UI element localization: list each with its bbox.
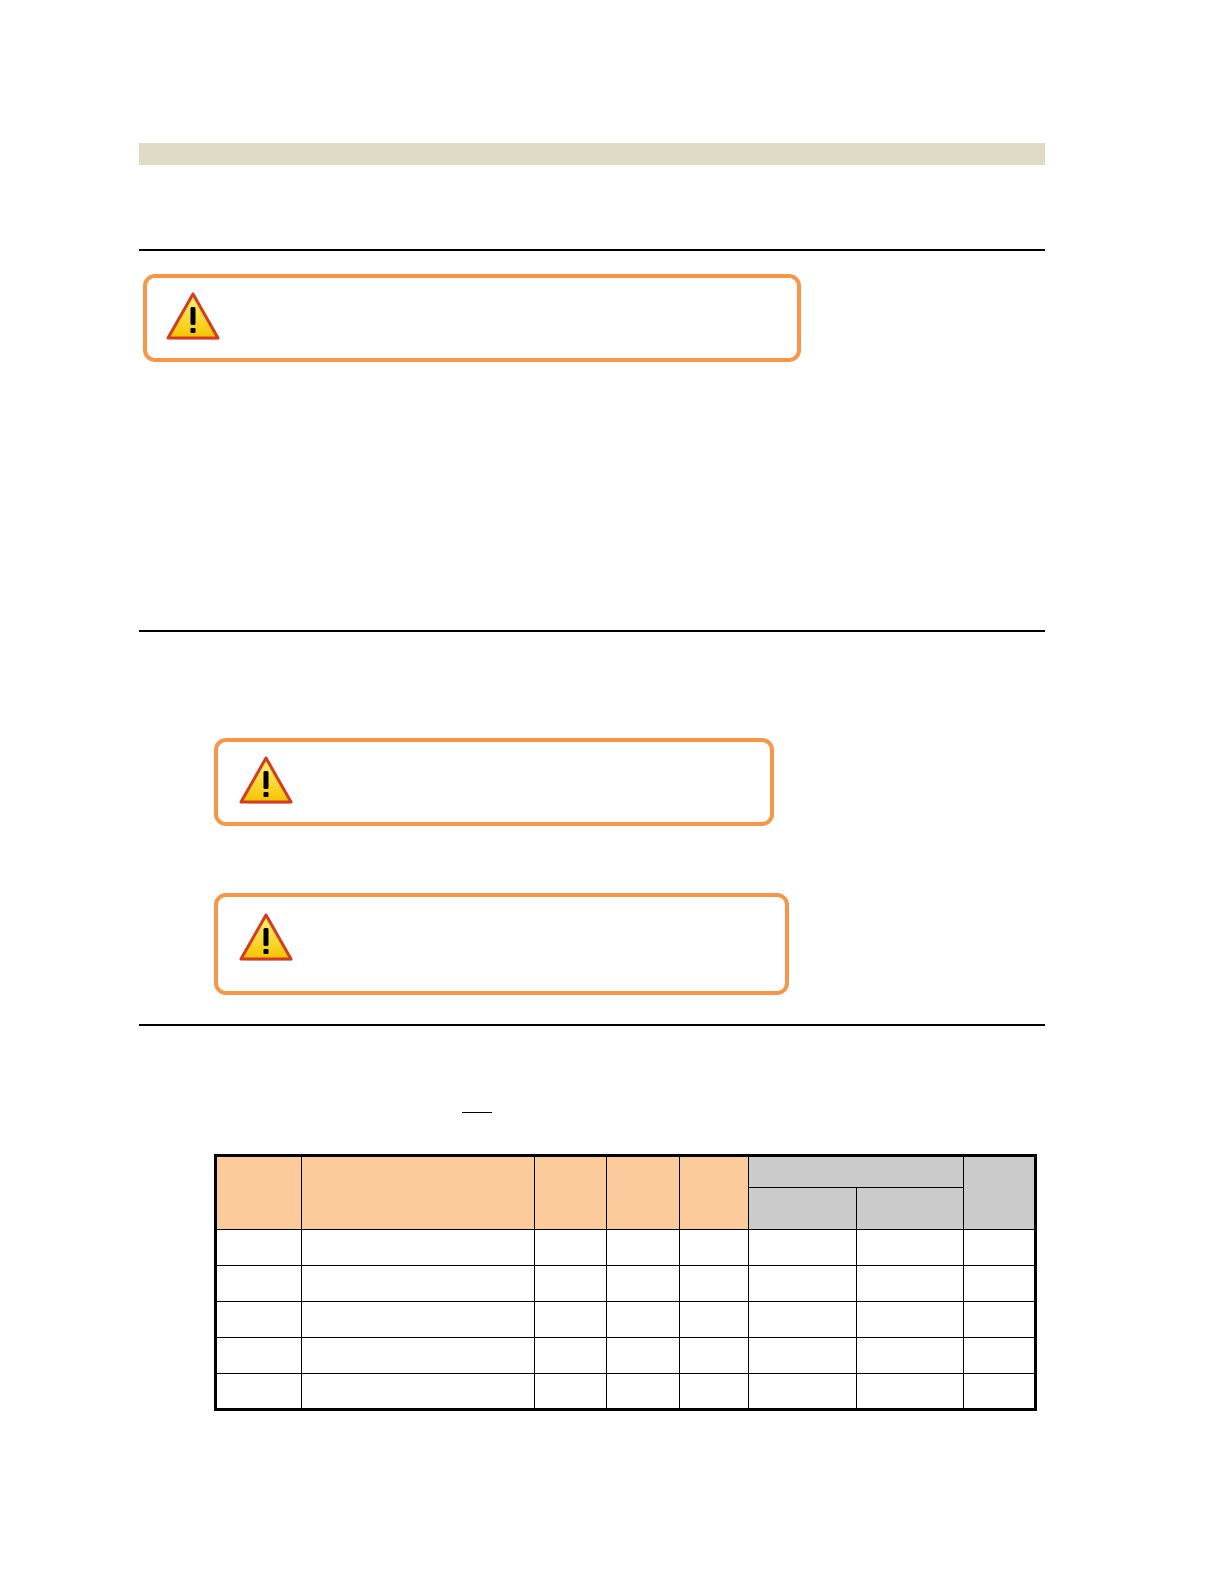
- column-subheader: [857, 1188, 964, 1230]
- table-cell: [680, 1374, 749, 1410]
- section-divider: [139, 1024, 1045, 1026]
- column-header: [216, 1156, 302, 1230]
- table-cell: [607, 1302, 680, 1338]
- table-cell: [964, 1338, 1036, 1374]
- table-cell: [302, 1230, 535, 1266]
- table-cell: [857, 1230, 964, 1266]
- table-row: [216, 1302, 1036, 1338]
- table-cell: [216, 1302, 302, 1338]
- table-cell: [216, 1338, 302, 1374]
- table-cell: [749, 1230, 857, 1266]
- column-header: [535, 1156, 607, 1230]
- underlined-blank: [462, 1112, 492, 1113]
- table-cell: [535, 1374, 607, 1410]
- table-cell: [607, 1374, 680, 1410]
- column-header: [964, 1156, 1036, 1230]
- table-cell: [535, 1230, 607, 1266]
- column-group-header: [749, 1156, 964, 1188]
- table-cell: [680, 1266, 749, 1302]
- table-cell: [964, 1302, 1036, 1338]
- table-cell: [749, 1266, 857, 1302]
- table-cell: [857, 1338, 964, 1374]
- warning-box: [214, 738, 774, 826]
- warning-triangle-icon: [165, 292, 223, 344]
- column-subheader: [749, 1188, 857, 1230]
- table-cell: [535, 1266, 607, 1302]
- table-cell: [964, 1230, 1036, 1266]
- table-cell: [607, 1266, 680, 1302]
- column-header: [680, 1156, 749, 1230]
- table-cell: [857, 1266, 964, 1302]
- table-cell: [302, 1302, 535, 1338]
- column-header: [607, 1156, 680, 1230]
- table-cell: [302, 1266, 535, 1302]
- table-cell: [607, 1230, 680, 1266]
- table-cell: [216, 1266, 302, 1302]
- table-cell: [680, 1338, 749, 1374]
- column-header: [302, 1156, 535, 1230]
- table-cell: [607, 1338, 680, 1374]
- table-cell: [216, 1374, 302, 1410]
- table-cell: [964, 1266, 1036, 1302]
- section-divider: [139, 630, 1045, 632]
- table-row: [216, 1374, 1036, 1410]
- section-divider: [139, 249, 1045, 251]
- spec-table: [214, 1154, 1037, 1411]
- table-cell: [964, 1374, 1036, 1410]
- table-cell: [857, 1302, 964, 1338]
- table-cell: [749, 1302, 857, 1338]
- table-cell: [302, 1374, 535, 1410]
- table-cell: [749, 1374, 857, 1410]
- table-row: [216, 1230, 1036, 1266]
- header-band: [139, 143, 1045, 165]
- table-cell: [535, 1338, 607, 1374]
- table-cell: [535, 1302, 607, 1338]
- table-cell: [857, 1374, 964, 1410]
- table-cell: [302, 1338, 535, 1374]
- table-cell: [749, 1338, 857, 1374]
- warning-box: [143, 274, 801, 362]
- table-row: [216, 1266, 1036, 1302]
- table-row: [216, 1338, 1036, 1374]
- warning-triangle-icon: [238, 756, 296, 808]
- table-cell: [216, 1230, 302, 1266]
- warning-triangle-icon: [238, 913, 296, 965]
- warning-box: [214, 893, 789, 995]
- table-cell: [680, 1230, 749, 1266]
- table-cell: [680, 1302, 749, 1338]
